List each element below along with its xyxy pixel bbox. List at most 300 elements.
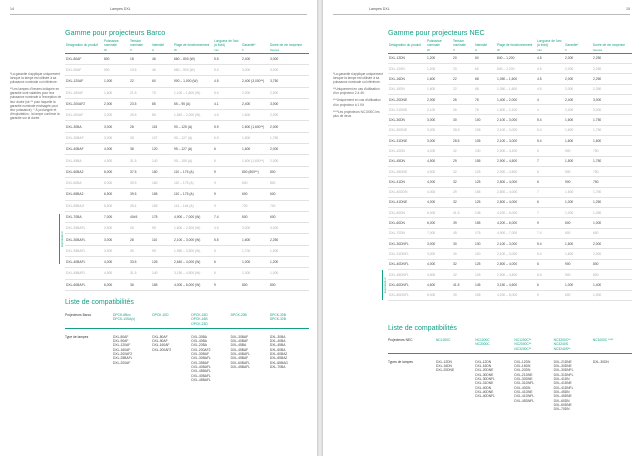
lamp-model: DXL-31DNE (475, 381, 494, 386)
lamp-column (191, 335, 230, 382)
value-cell: 3,750 (269, 76, 309, 87)
lamp-model: DXL-45DN (553, 389, 570, 394)
value-cell: 105 (474, 136, 496, 146)
table-row (65, 268, 309, 279)
side-note: ****Les projecteurs NC1000C les plus de deux. (333, 109, 380, 118)
value-cell: 140 (151, 155, 173, 166)
value-cell: 4,000 (426, 197, 452, 207)
table-row (388, 197, 632, 207)
product-name: DXL-40DDN (388, 187, 426, 197)
value-cell: 165 (151, 200, 173, 211)
value-cell: 2,900 – 4,500 (496, 269, 536, 279)
value-cell: 600 (241, 211, 269, 222)
column-header: Puissance nominale (427, 39, 442, 47)
value-cell: 130 (474, 146, 496, 156)
value-cell: 5.4 (536, 239, 564, 249)
running-title: Lampes DXL (369, 7, 390, 11)
column-header: Intensité (152, 42, 165, 47)
table-row (388, 146, 632, 156)
value-cell: 3,000 (426, 239, 452, 249)
value-cell: 1,600 (564, 125, 592, 135)
value-cell: 1,500 (564, 187, 592, 197)
page-right (323, 0, 640, 456)
value-cell: 2,800 – 4,000 (496, 259, 536, 269)
value-cell: 9 (536, 290, 564, 300)
value-cell: 75 (151, 87, 173, 98)
value-cell: 2,100 – 3,000 (496, 115, 536, 125)
table-row (388, 187, 632, 197)
product-name: DXL-30DNFL (388, 239, 426, 249)
value-cell: 5.4 (536, 249, 564, 259)
compat-title: Liste de compatibilités (388, 325, 457, 332)
value-cell: 2,100 – 3,000 (496, 239, 536, 249)
value-cell: 1,000 (103, 76, 129, 87)
value-cell: 4.5 (213, 223, 241, 234)
value-cell: 900 (564, 177, 592, 187)
product-name: DXL-60DNFL (388, 290, 426, 300)
value-cell: 4.5 (536, 53, 564, 63)
value-cell: 9 (213, 177, 241, 188)
value-cell: 750 (592, 146, 632, 156)
lamp-column (152, 335, 191, 382)
projector-column (593, 338, 632, 351)
value-cell: 31.5 (129, 268, 151, 279)
value-cell: 600 (564, 228, 592, 238)
value-cell: 5.5 (213, 64, 241, 75)
spec-table (388, 40, 632, 301)
value-cell: 1,600 (564, 136, 592, 146)
lamp-column (554, 360, 593, 412)
value-cell: 4.5 (536, 84, 564, 94)
value-cell: 4.5 (213, 76, 241, 87)
spec-table (65, 40, 309, 291)
lamp-model: DXL-70DN (553, 407, 570, 412)
value-cell: 4,200 – 6,000 (496, 290, 536, 300)
column-header: Longueur de l'arc (à froid) (537, 39, 562, 47)
value-cell: 900 (103, 64, 129, 75)
projector-model: DPCK-10SA(x) (113, 317, 136, 322)
value-cell: 30 (452, 239, 474, 249)
side-note: **Les lampes d'heures indiquée en garantie sont valables pour leur puissance nominale à l'exception de leur durée (se ** pour laquelle la garantie nominale envisagée pour leur puissance). * À prolongée et d'exploitation ; la lampe continue la garantie sur la durée. (10, 87, 62, 120)
value-cell: 2,250 (592, 63, 632, 73)
value-cell: 600 (241, 177, 269, 188)
value-cell: 2,000 (592, 239, 632, 249)
value-cell: 4.5 (536, 74, 564, 84)
value-cell: 3,000 (426, 115, 452, 125)
lamp-model: DXL-90AF (152, 339, 168, 344)
vertical-label: Exploitation (382, 270, 386, 300)
value-cell: 7.4 (536, 228, 564, 238)
value-cell: 1,750 (269, 132, 309, 143)
value-cell: 600 (564, 290, 592, 300)
table-row (388, 136, 632, 146)
running-title: Lampes DXL (110, 7, 131, 11)
value-cell: 85 (151, 98, 173, 109)
value-cell: 4,000 (426, 259, 452, 269)
lamp-model: DXL-16DN (475, 364, 492, 369)
value-cell: 38 (129, 144, 151, 155)
value-cell: 2,000 (241, 87, 269, 98)
value-cell: 4,000 (426, 177, 452, 187)
value-cell: 125 (474, 166, 496, 176)
column-header: Garantie* (565, 42, 579, 47)
lamp-model: DXL-35BAF (191, 360, 209, 365)
projector-model: DPCK-32B (269, 317, 286, 322)
value-cell: 6,000 (426, 290, 452, 300)
product-name: DXL-31DNFL (388, 249, 426, 259)
unit-cell: W (496, 48, 536, 53)
value-cell: 30 (452, 115, 474, 125)
value-cell: 5.4 (536, 125, 564, 135)
value-cell: 68 (474, 84, 496, 94)
value-cell: 800 (592, 259, 632, 269)
value-cell: 1,600 (564, 115, 592, 125)
value-cell: 7 (536, 156, 564, 166)
value-cell: 1,000 (592, 218, 632, 228)
value-cell: 2,250 (592, 74, 632, 84)
lamp-model: DXL-40BAFL (191, 373, 211, 378)
column-header: Tension nominale (453, 39, 466, 47)
unit-cell: V (452, 48, 474, 53)
value-cell: 29 (452, 187, 474, 197)
value-cell: 5.5 (213, 234, 241, 245)
table-row (65, 245, 309, 256)
value-cell: 41.5 (452, 280, 474, 290)
value-cell: 6 (213, 155, 241, 166)
value-cell: 6,000 (103, 177, 129, 188)
value-cell: 2,000 (592, 249, 632, 259)
lamp-model: DXL-60DN (553, 398, 570, 403)
value-cell: 110 (151, 234, 173, 245)
value-cell: 39.4 (129, 200, 151, 211)
value-cell: 4.5 (536, 63, 564, 73)
projector-model: DPCK-30B (269, 313, 286, 317)
product-name: DXL-65BAG (65, 200, 103, 211)
value-cell: 76 (474, 94, 496, 104)
value-cell: 114 – 164 (A) (173, 200, 213, 211)
value-cell: 28.5 (452, 125, 474, 135)
value-cell: 28.5 (452, 136, 474, 146)
section-title: Gamme pour projecteurs NEC (388, 28, 485, 37)
value-cell: 1,540 – 2,000 (W) (173, 110, 213, 121)
lamp-model: DXL-90AF (113, 339, 129, 344)
lamp-model: DXL-41DNE (514, 389, 533, 394)
value-cell: 3,000 (426, 249, 452, 259)
column-header: Plage de fonctionnement (497, 42, 533, 47)
column-header: Intensité (475, 42, 488, 47)
value-cell: 1,750 (592, 125, 632, 135)
unit-cell: heures (592, 48, 632, 53)
product-name: DXL-41DNE (388, 197, 426, 207)
value-cell: 125 (474, 177, 496, 187)
value-cell: 9 (213, 200, 241, 211)
value-cell: 95 (151, 223, 173, 234)
value-cell: 600 (592, 228, 632, 238)
value-cell: 1,600 – 2,100 (496, 105, 536, 115)
value-cell: 7 (536, 187, 564, 197)
table-row (65, 132, 309, 143)
product-name: DXL-200AF (65, 110, 103, 121)
value-cell: 2,100 – 3,000 (W) (173, 234, 213, 245)
product-name: DXL-42DN (388, 146, 426, 156)
value-cell: 1,500 (564, 156, 592, 166)
table-row (65, 144, 309, 155)
value-cell: 1,950 – 3,500 (W) (173, 245, 213, 256)
value-cell: 22 (452, 74, 474, 84)
section-title: Gamme pour projecteurs Barco (65, 28, 166, 37)
value-cell: 2,000 (426, 94, 452, 104)
value-cell: 39 (452, 218, 474, 228)
value-cell: 7,000 (426, 228, 452, 238)
lamp-model: DXL-120AF (113, 343, 131, 348)
value-cell: 2,400 (564, 94, 592, 104)
value-cell: 165 (151, 189, 173, 200)
value-cell: 3,000 (241, 64, 269, 75)
value-cell: 800 (269, 279, 309, 290)
value-cell: 1,050 – 1,600 (496, 74, 536, 84)
value-cell: 2,400 (241, 98, 269, 109)
header-row (65, 40, 309, 48)
value-cell: 110 – 175 (A) (173, 189, 213, 200)
lamp-model: DXL-200AF2 (152, 347, 172, 352)
value-cell: 9 (213, 279, 241, 290)
value-cell: 1,750 (592, 187, 632, 197)
table-row (65, 53, 309, 64)
product-name: DXL-40BAF (65, 144, 103, 155)
value-cell: 1,600 (1,600**) (241, 155, 269, 166)
value-cell: 145 (474, 208, 496, 218)
lamp-model: DXL-40BAF (230, 339, 249, 344)
value-cell: 30 (452, 249, 474, 259)
product-name: DXL-12DN (388, 53, 426, 63)
value-cell: 3,150 – 4,500 (W) (173, 268, 213, 279)
running-header (333, 6, 630, 15)
product-name: DXL-30SNE (388, 125, 426, 135)
value-cell: 22 (452, 84, 474, 94)
product-name: DXL-80AF (65, 53, 103, 64)
value-cell: 125 (474, 269, 496, 279)
lamp-model: DXL-40DN (514, 385, 531, 390)
value-cell: 660 – 800 (W) (173, 53, 213, 64)
lamp-model: DXL-30BAF (230, 334, 249, 339)
table-row (388, 239, 632, 249)
value-cell: 155 (474, 218, 496, 228)
lamp-model: DXL-40BAFL (191, 364, 211, 369)
value-cell: 600 (269, 189, 309, 200)
lamp-model: DXL-40BAFL (230, 352, 251, 357)
value-cell: 2,500 (269, 87, 309, 98)
table-row (65, 211, 309, 222)
lamp-model: DXL-41DNFL (514, 394, 535, 399)
value-cell: 1,000 (564, 280, 592, 290)
value-cell: 1,600 – 2,500 (W) (173, 223, 213, 234)
value-cell: 46 (151, 64, 173, 75)
value-cell: 175 (151, 211, 173, 222)
value-cell: 4,200 – 6,000 (496, 218, 536, 228)
lamp-model: DXL-20DNE (475, 368, 494, 373)
value-cell: 32 (452, 259, 474, 269)
lamp-model: DXL-45BAFL (230, 364, 251, 369)
table-row (65, 98, 309, 109)
value-cell: 1,250 (592, 208, 632, 218)
table-row (65, 64, 309, 75)
value-cell: 4,000 (426, 187, 452, 197)
lamp-model: DXL-30DNE (553, 364, 572, 369)
lamp-model: DXL-31DNFL (514, 381, 535, 386)
table-row (388, 94, 632, 104)
value-cell: 840 – 1,200 (496, 53, 536, 63)
projector-model: DPCK-10D (152, 313, 169, 317)
value-cell: 4 (536, 105, 564, 115)
column-header: Plage de fonctionnement (174, 42, 210, 47)
column-header: Durée de vie moyenne (270, 42, 303, 47)
lamp-column (436, 360, 475, 412)
table-row (388, 166, 632, 176)
unit-cell: V (129, 48, 151, 53)
lamp-column (113, 335, 152, 382)
value-cell: 1,000 (592, 290, 632, 300)
side-note: ***Uniquement en cas d'utilisation d'un projecteur à 1 Kit (333, 98, 381, 107)
value-cell: 2,250 (592, 53, 632, 63)
value-cell: 750 (592, 166, 632, 176)
value-cell: 900 (564, 166, 592, 176)
product-name: DXL-120AF (65, 76, 103, 87)
lamp-model: DXL-30BAF (191, 352, 209, 357)
value-cell: 39 (452, 290, 474, 300)
value-cell: 2,000 (564, 63, 592, 73)
value-cell: 1,200 (269, 257, 309, 268)
value-cell: 1,600 (426, 84, 452, 94)
value-cell: 45 (452, 228, 474, 238)
lamp-model: DXL-41DNE (553, 381, 572, 386)
value-cell: 9 (536, 218, 564, 228)
value-cell: 107 (151, 132, 173, 143)
value-cell: 46 (151, 53, 173, 64)
value-cell: 4,000 (103, 144, 129, 155)
value-cell: 95 (151, 245, 173, 256)
product-name: DXL-20DNE (388, 94, 426, 104)
value-cell: 32 (452, 197, 474, 207)
value-cell: 1,750 (592, 115, 632, 125)
lamp-model: DXL-40BA (191, 339, 207, 344)
unit-cell: A (151, 48, 173, 53)
unit-cell: mm (536, 48, 564, 53)
value-cell: 3,000 (103, 121, 129, 132)
compat-label: Projecteurs NEC (388, 338, 413, 342)
value-cell: 120 (151, 144, 173, 155)
projector-model: NC2000C (475, 342, 490, 347)
value-cell: 1,600 (564, 249, 592, 259)
lamp-model: DXL-30DNFL (553, 368, 574, 373)
table-row (65, 155, 309, 166)
product-name: DXL-40BAFL (65, 257, 103, 268)
value-cell: 60 (474, 63, 496, 73)
value-cell: 68 (474, 74, 496, 84)
projector-column (475, 338, 514, 351)
product-name: DXL-45DNFL (388, 269, 426, 279)
value-cell: 22 (129, 76, 151, 87)
projector-column (231, 313, 270, 326)
lamp-model: DXL-60BA (269, 347, 286, 352)
table-row (388, 53, 632, 63)
value-cell: 105 (474, 125, 496, 135)
lamp-column (270, 335, 309, 382)
lamp-model: DXL-25BAFL (113, 356, 133, 361)
value-cell: 6 (213, 268, 241, 279)
value-cell: 3,000 (269, 64, 309, 75)
table-row (388, 115, 632, 125)
lamp-model: DXL-40DN (475, 385, 492, 390)
value-cell: 1,000 (564, 208, 592, 218)
value-cell: 31.5 (129, 155, 151, 166)
value-cell: 6,000 (426, 208, 452, 218)
value-cell: 1,000 (241, 268, 269, 279)
lamp-model: DXL-80AF (152, 334, 168, 339)
value-cell: 1,600 (564, 239, 592, 249)
projector-model: NC3200C** (514, 346, 532, 351)
table-row (65, 177, 309, 188)
value-cell: 4 (536, 94, 564, 104)
compat-projectors-row (388, 338, 632, 354)
compat-label: Projecteurs Barco (65, 313, 92, 317)
value-cell: 600 (269, 211, 309, 222)
value-cell: 6 (213, 257, 241, 268)
value-cell: 6 (536, 280, 564, 290)
value-cell: 4,900 – 7,000 (W) (173, 211, 213, 222)
value-cell: 5.4 (536, 136, 564, 146)
lamp-model: DXL-70BA (269, 364, 286, 369)
value-cell: 1,600 (241, 144, 269, 155)
value-cell: 175 (474, 228, 496, 238)
table-row (65, 87, 309, 98)
product-name: DXL-200AF2 (65, 98, 103, 109)
product-name: DXL-16SN (388, 84, 426, 94)
value-cell: 100 (474, 239, 496, 249)
value-cell: 2,000 (269, 121, 309, 132)
vertical-label: Exploitation (59, 214, 63, 264)
value-cell: 2,000 (269, 155, 309, 166)
value-cell: 1,400 (592, 280, 632, 290)
unit-cell: W (426, 48, 452, 53)
unit-cell: h (564, 48, 592, 53)
lamp-model: DXL-20DN (514, 368, 531, 373)
unit-cell: mm (213, 48, 241, 53)
lamp-model: DXL-41DNFL (553, 385, 574, 390)
lamp-model: DXL-31DNFL (553, 372, 574, 377)
lamp-model: DXL-30BA (269, 334, 286, 339)
projector-column (554, 338, 593, 351)
value-cell: 9 (213, 166, 241, 177)
value-cell: 32 (452, 269, 474, 279)
product-name: DXL-16DN (388, 74, 426, 84)
value-cell: 2,900 – 4,200 (496, 146, 536, 156)
value-cell: 5.4 (536, 115, 564, 125)
running-header (10, 6, 307, 15)
projector-model: DPCK-20B (230, 313, 247, 317)
value-cell: 4,500 (103, 155, 129, 166)
value-cell: 155 (474, 187, 496, 197)
value-cell: 660 – 900 (W) (173, 64, 213, 75)
unit-cell: W (103, 48, 129, 53)
product-name: DXL-40DNFL (388, 259, 426, 269)
value-cell: 125 (474, 197, 496, 207)
unit-cell: A (474, 48, 496, 53)
value-cell: 1,250 (592, 197, 632, 207)
lamp-model: DXL-45BAFL (191, 369, 211, 374)
table-row (388, 269, 632, 279)
product-name: DXL-60BA2 (65, 166, 103, 177)
value-cell: 1,100 – 1,600 (W) (173, 87, 213, 98)
